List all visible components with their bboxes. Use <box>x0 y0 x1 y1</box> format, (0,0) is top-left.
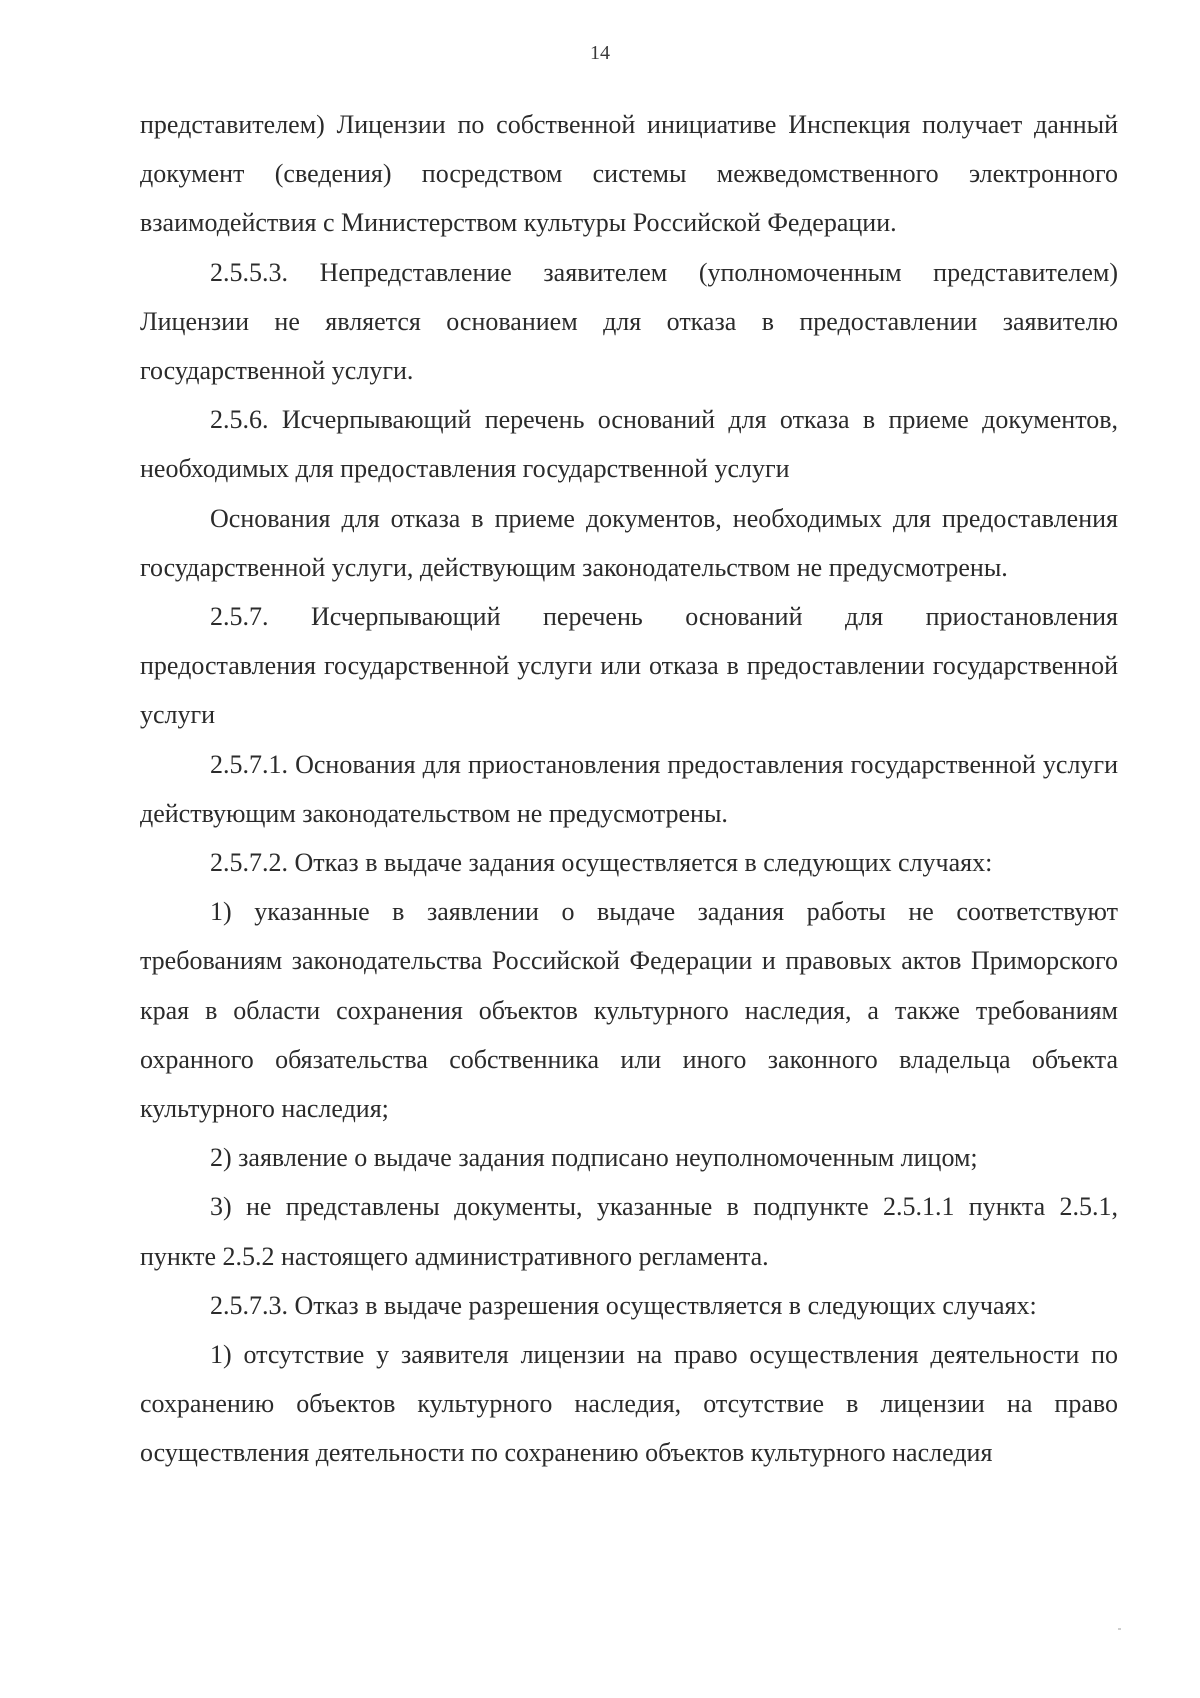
paragraph-2-5-7-1: 2.5.7.1. Основания для приостановления предоставления государственной услуги действующим законодательством не предусмотрены. <box>140 749 1118 828</box>
document-body <box>140 100 1118 1478</box>
list-item-1-task: 1) указанные в заявлении о выдаче задания работы не соответствуют требованиям законодательства Российской Федерации и правовых актов Приморского края в области сохранения объектов культурного наследия, а также требованиям охранного обязательства собственника или иного законного владельца объекта культурного наследия; <box>140 897 1118 1124</box>
list-item-2-task: 2) заявление о выдаче задания подписано неуполномоченным лицом; <box>210 1143 978 1173</box>
paragraph-grounds-refusal-acceptance: Основания для отказа в приеме документов, необходимых для предоставления государственной услуги, действующим законодательством не предусмотрены. <box>140 503 1118 582</box>
scan-artifact <box>1118 1628 1121 1630</box>
paragraph-2-5-7-3: 2.5.7.3. Отказ в выдаче разрешения осуществляется в следующих случаях: <box>210 1290 1037 1320</box>
heading-2-5-6: 2.5.6. Исчерпывающий перечень оснований для отказа в приеме документов, необходимых для предоставления государственной услуги <box>140 405 1118 484</box>
paragraph-continuation: представителем) Лицензии по собственной инициативе Инспекция получает данный документ (сведения) посредством системы межведомственного электронного взаимодействия с Министерством культуры Российской Федерации. <box>140 110 1118 238</box>
heading-2-5-7: 2.5.7. Исчерпывающий перечень оснований для приостановления предоставления государственной услуги или отказа в предоставлении государственной услуги <box>140 602 1118 730</box>
list-item-1-permit: 1) отсутствие у заявителя лицензии на право осуществления деятельности по сохранению объектов культурного наследия, отсутствие в лицензии на право осуществления деятельности по сохранению объектов культурного наследия <box>140 1340 1118 1468</box>
paragraph-2-5-7-2: 2.5.7.2. Отказ в выдаче задания осуществляется в следующих случаях: <box>210 848 993 878</box>
page-number: 14 <box>590 42 610 64</box>
list-item-3-task: 3) не представлены документы, указанные в подпункте 2.5.1.1 пункта 2.5.1, пункте 2.5.2 настоящего административного регламента. <box>140 1192 1118 1271</box>
paragraph-2-5-5-3: 2.5.5.3. Непредставление заявителем (уполномоченным представителем) Лицензии не является основанием для отказа в предоставлении заявителю государственной услуги. <box>140 257 1118 386</box>
